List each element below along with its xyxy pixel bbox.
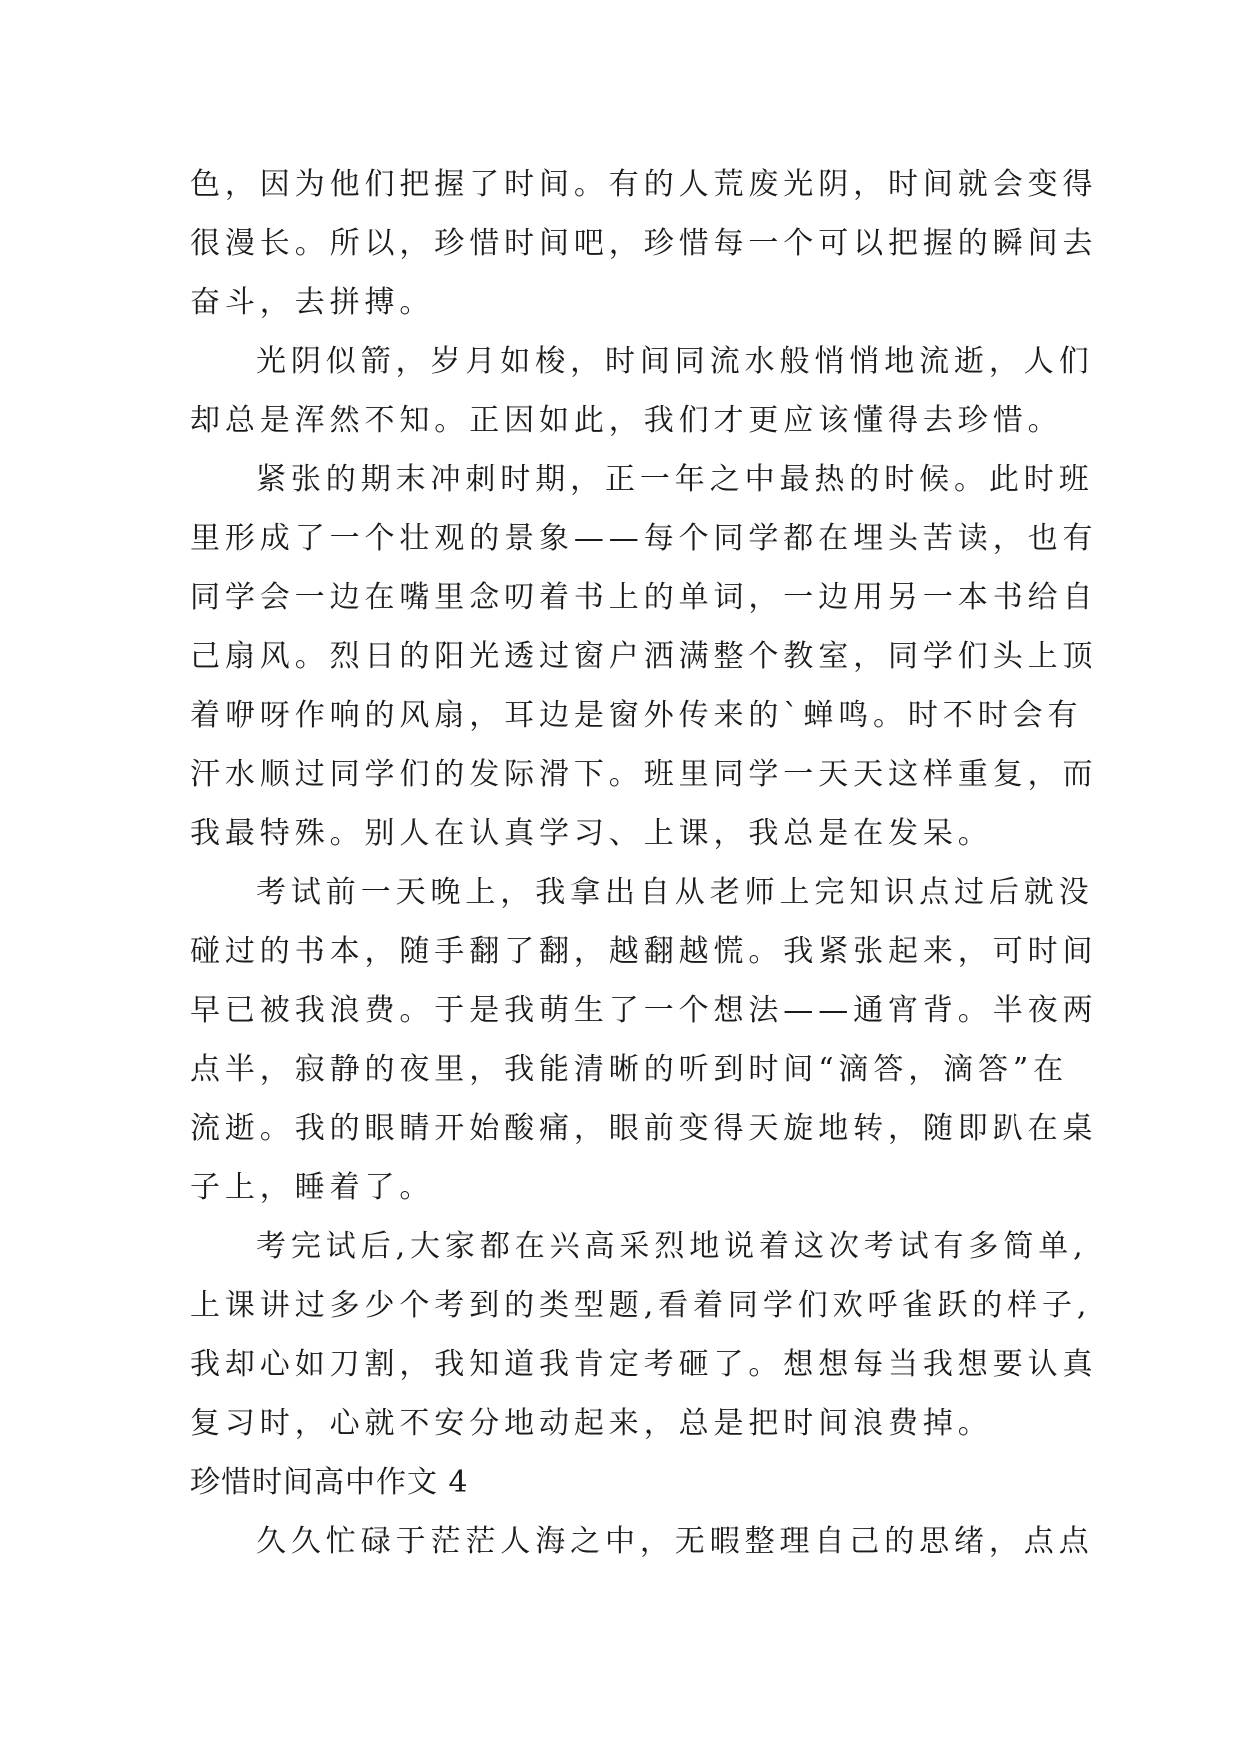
paragraph-line: 紧张的期末冲刺时期，正一年之中最热的时候。此时班 xyxy=(256,462,1094,497)
paragraph-line: 子上，睡着了。 xyxy=(190,1170,435,1205)
paragraph-line: 碰过的书本，随手翻了翻，越翻越慌。我紧张起来，可时间 xyxy=(190,934,1098,969)
paragraph-line: 色，因为他们把握了时间。有的人荒废光阴，时间就会变得 xyxy=(190,167,1098,202)
paragraph-line: 点半，寂静的夜里，我能清晰的听到时间“滴答，滴答”在 xyxy=(190,1052,1069,1087)
paragraph-line: 我却心如刀割，我知道我肯定考砸了。想想每当我想要认真 xyxy=(190,1347,1098,1382)
paragraph-line: 复习时，心就不安分地动起来，总是把时间浪费掉。 xyxy=(190,1406,993,1441)
paragraph-line: 久久忙碌于茫茫人海之中，无暇整理自己的思绪，点点 xyxy=(256,1524,1094,1559)
paragraph-line: 光阴似箭，岁月如梭，时间同流水般悄悄地流逝，人们 xyxy=(256,344,1094,379)
paragraph-line: 着咿呀作响的风扇，耳边是窗外传来的`蝉鸣。时不时会有 xyxy=(190,698,1083,733)
paragraph-line: 汗水顺过同学们的发际滑下。班里同学一天天这样重复，而 xyxy=(190,757,1098,792)
section-heading: 珍惜时间高中作文 4 xyxy=(190,1465,469,1500)
paragraph-line: 我最特殊。别人在认真学习、上课，我总是在发呆。 xyxy=(190,816,993,851)
paragraph-line: 上课讲过多少个考到的类型题,看着同学们欢呼雀跃的样子, xyxy=(190,1288,1092,1323)
paragraph-line: 考试前一天晚上，我拿出自从老师上完知识点过后就没 xyxy=(256,875,1094,910)
paragraph-line: 早已被我浪费。于是我萌生了一个想法——通宵背。半夜两 xyxy=(190,993,1098,1028)
paragraph-line: 己扇风。烈日的阳光透过窗户洒满整个教室，同学们头上顶 xyxy=(190,639,1098,674)
paragraph-line: 却总是浑然不知。正因如此，我们才更应该懂得去珍惜。 xyxy=(190,403,1063,438)
paragraph-line: 同学会一边在嘴里念叨着书上的单词，一边用另一本书给自 xyxy=(190,580,1098,615)
paragraph-line: 里形成了一个壮观的景象——每个同学都在埋头苦读，也有 xyxy=(190,521,1098,556)
paragraph-line: 考完试后,大家都在兴高采烈地说着这次考试有多简单, xyxy=(256,1229,1088,1264)
paragraph-line: 很漫长。所以，珍惜时间吧，珍惜每一个可以把握的瞬间去 xyxy=(190,226,1098,261)
paragraph-line: 奋斗，去拼搏。 xyxy=(190,285,435,320)
paragraph-line: 流逝。我的眼睛开始酸痛，眼前变得天旋地转，随即趴在桌 xyxy=(190,1111,1098,1146)
essay-body xyxy=(190,155,1098,1571)
